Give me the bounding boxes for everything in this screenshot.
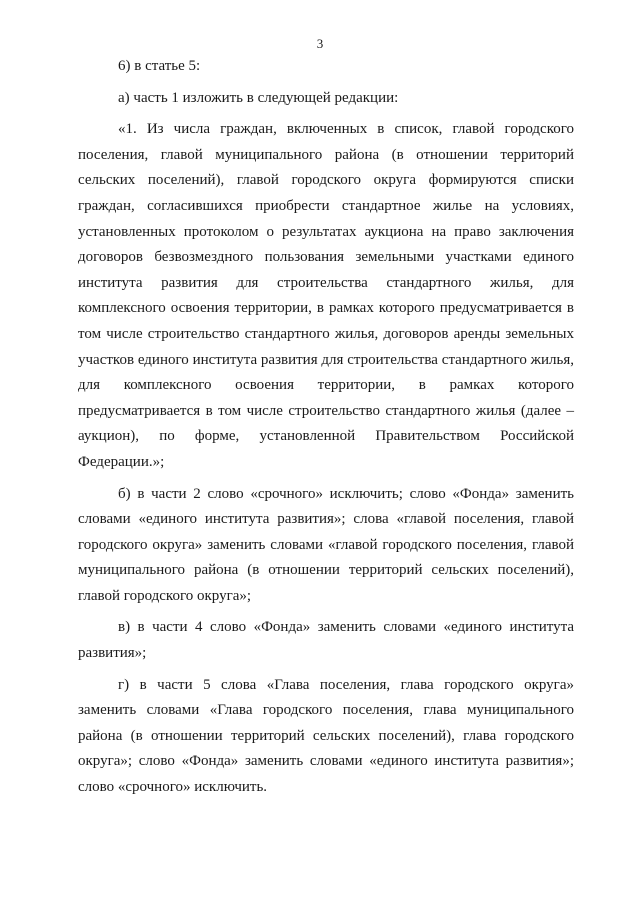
document-body (78, 54, 574, 801)
paragraph-part-4: в) в части 4 слово «Фонда» заменить словами «единого института развития»; (78, 619, 574, 662)
page-number: 3 (316, 36, 324, 51)
paragraph-part-2: б) в части 2 слово «срочного» исключить; слово «Фонда» заменить словами «единого института развития»; слова «главой поселения, главой городского округа» заменить словами «главой городского поселения, главой муниципального района (в отношении территорий сельских поселений), главой городского округа»; (78, 485, 574, 604)
paragraph-part-1: а) часть 1 изложить в следующей редакции: (118, 89, 399, 106)
paragraph-part-5: г) в части 5 слова «Глава поселения, глава городского округа» заменить словами «Глава городского поселения, глава муниципального района (в отношении территорий сельских поселений), глава городского округа»; слово «Фонда» заменить словами «единого института развития»; слово «срочного» исключить. (78, 676, 574, 796)
paragraph-article-5: 6) в статье 5: (118, 58, 201, 74)
paragraph-quoted-part-1: «1. Из числа граждан, включенных в список, главой городского поселения, главой муниципального района (в отношении территорий сельских поселений), главой городского округа формируются списки граждан, согласившихся приобрести стандартное жилье на условиях, установленных протоколом о результатах аукциона на право заключения договоров безвозмездного пользования земельными участками единого института развития для строительства стандартного жилья, для комплексного освоения территории, в рамках которого предусматривается в том числе строительство стандартного жилья, договоров аренды земельных участков единого института развития для строительства стандартного жилья, для комплексного освоения территории, в рамках которого предусматривается в том числе строительство стандартного жилья (далее – аукцион), по форме, установленной Правительством Российской Федерации.»; (78, 121, 574, 470)
